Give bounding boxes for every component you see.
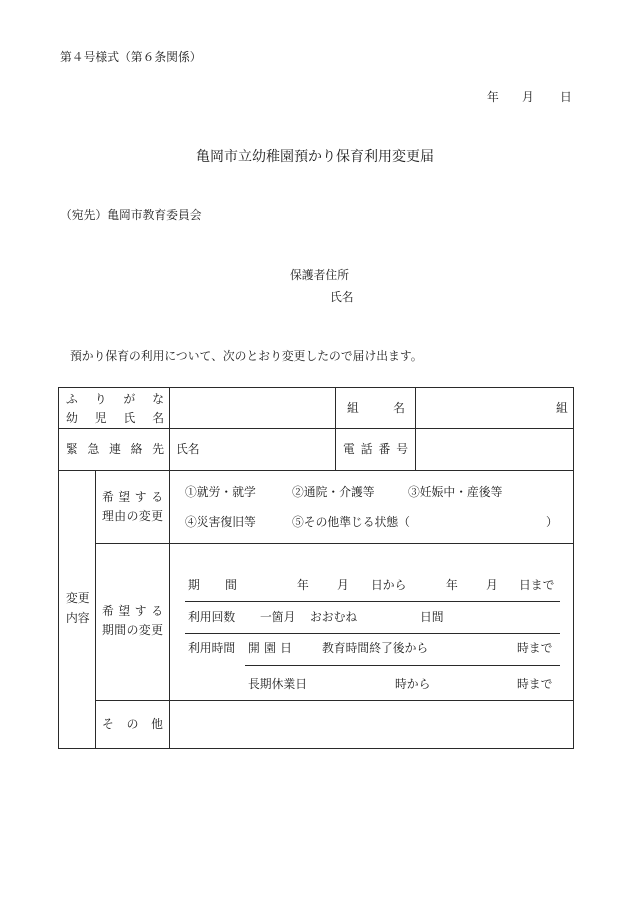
term-from-year: 年 <box>297 578 309 592</box>
child-name-label: 幼 児 氏 名 <box>66 411 164 425</box>
frequency-days-unit: 日間 <box>420 610 444 624</box>
table-row-rule <box>95 543 574 544</box>
table-column-rule <box>415 387 416 471</box>
period-change-label-bottom: 期間の変更 <box>102 623 163 637</box>
form-title: 亀岡市立幼稚園預かり保育利用変更届 <box>196 149 434 165</box>
guardian-name-label: 氏名 <box>330 290 354 304</box>
reason-change-label-bottom: 理由の変更 <box>102 509 163 523</box>
table-row-rule <box>95 700 574 701</box>
school-day-from: 教育時間終了後から <box>322 641 429 655</box>
school-day-until: 時まで <box>517 641 553 655</box>
emergency-contact-label: 緊 急 連 絡 先 <box>66 442 164 456</box>
table-column-rule <box>169 387 170 749</box>
emergency-name-label: 氏名 <box>176 442 200 456</box>
date-year-label: 年 <box>487 90 499 104</box>
reason-option-disaster: ④災害復旧等 <box>185 515 256 529</box>
term-to-month: 月 <box>486 578 498 592</box>
frequency-per-month: 一箇月 <box>260 610 296 624</box>
child-furigana-label: ふ り が な <box>66 392 164 406</box>
class-suffix: 組 <box>556 401 568 415</box>
frequency-label: 利用回数 <box>188 610 236 624</box>
reason-option-care: ②通院・介護等 <box>292 485 375 499</box>
reason-option-other-close: ） <box>546 515 558 529</box>
date-day-label: 日 <box>560 90 572 104</box>
holiday-label: 長期休業日 <box>248 677 307 691</box>
period-underline <box>185 633 560 634</box>
school-day-label: 開 園 日 <box>248 641 292 655</box>
reason-option-pregnancy: ③妊娠中・産後等 <box>408 485 503 499</box>
period-underline <box>185 601 560 602</box>
term-label: 期 間 <box>188 578 237 592</box>
table-row-rule <box>58 428 574 429</box>
term-from-month: 月 <box>337 578 349 592</box>
change-content-label-top: 変更 <box>66 591 90 605</box>
hours-label: 利用時間 <box>188 641 236 655</box>
period-underline <box>245 665 560 666</box>
frequency-approx: おおむね <box>310 610 358 624</box>
table-column-rule <box>95 470 96 749</box>
guardian-address-label: 保護者住所 <box>290 268 349 282</box>
date-month-label: 月 <box>522 90 534 104</box>
table-row-rule <box>58 470 574 471</box>
term-to-day: 日まで <box>519 578 555 592</box>
class-name-label: 組 名 <box>347 401 405 415</box>
addressee: （宛先）亀岡市教育委員会 <box>60 208 202 222</box>
term-to-year: 年 <box>446 578 458 592</box>
term-from-day: 日から <box>371 578 407 592</box>
period-change-label-top: 希 望 す る <box>102 604 163 618</box>
holiday-from: 時から <box>395 677 431 691</box>
change-content-label-bottom: 内容 <box>66 611 90 625</box>
other-label: そ の 他 <box>102 717 163 731</box>
table-column-rule <box>335 387 336 471</box>
form-number: 第４号様式（第６条関係） <box>60 50 202 64</box>
reason-option-work: ①就労・就学 <box>185 485 256 499</box>
reason-option-other: ⑤その他準じる状態（ <box>292 515 410 529</box>
phone-number-label: 電 話 番 号 <box>343 442 408 456</box>
declaration-text: 預かり保育の利用について、次のとおり変更したので届け出ます。 <box>70 349 423 363</box>
holiday-until: 時まで <box>517 677 553 691</box>
reason-change-label-top: 希 望 す る <box>102 490 163 504</box>
